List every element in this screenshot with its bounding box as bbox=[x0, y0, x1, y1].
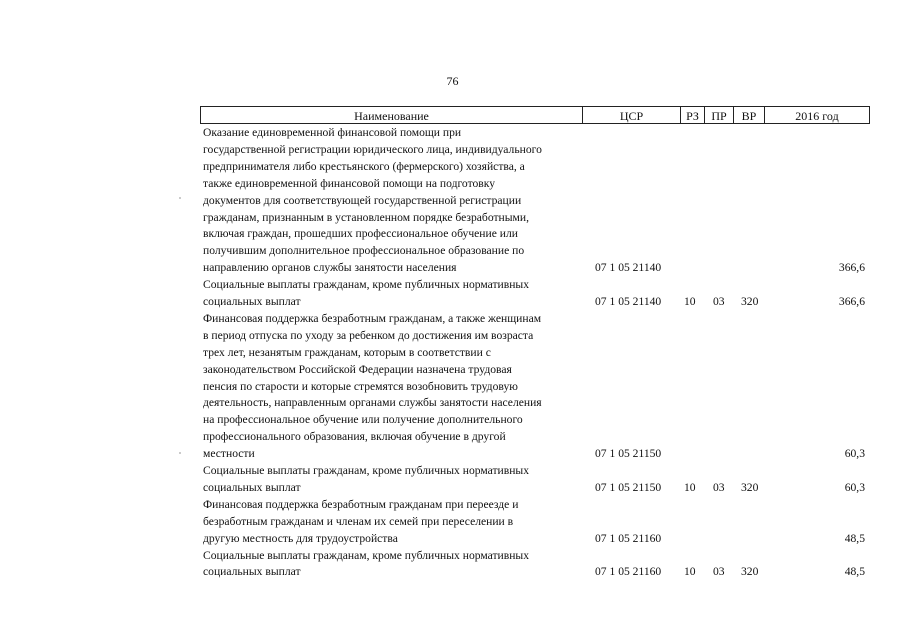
row-name-line: Социальные выплаты гражданам, кроме публичных нормативных bbox=[203, 464, 530, 477]
row-name-line: предпринимателя либо крестьянского (фермерского) хозяйства, а bbox=[203, 159, 525, 173]
row-pr: 03 bbox=[713, 480, 725, 494]
row-name-line: документов для соответствующей государственной регистрации bbox=[203, 193, 522, 207]
row-rz: 10 bbox=[684, 565, 696, 579]
row-csr: 07 1 05 21150 bbox=[595, 447, 662, 461]
header-csr: ЦСР bbox=[583, 107, 681, 123]
row-csr: 07 1 05 21140 bbox=[595, 261, 662, 275]
row-name-line: социальных выплат bbox=[203, 565, 301, 579]
scan-speck bbox=[179, 452, 181, 454]
row-csr: 07 1 05 21150 bbox=[595, 480, 662, 494]
row-name-line: получившим дополнительное профессиональное образование по bbox=[203, 244, 525, 258]
row-name-line: также единовременной финансовой помощи на подготовку bbox=[203, 176, 496, 190]
row-name-line: на профессиональное обучение или получение дополнительного bbox=[203, 413, 523, 427]
row-name-line: направлению органов службы занятости населения bbox=[203, 261, 457, 275]
row-name-line: социальных выплат bbox=[203, 480, 301, 494]
row-name-line: другую местность для трудоустройства bbox=[203, 531, 398, 545]
row-name-line: Финансовая поддержка безработным гражданам при переезде и bbox=[203, 497, 519, 511]
row-name-line: пенсия по старости и которые стремятся возобновить трудовую bbox=[203, 379, 518, 393]
row-name bbox=[203, 311, 583, 463]
row-name-line: трех лет, незанятым гражданам, которым в соответствии с bbox=[203, 345, 491, 359]
row-vr: 320 bbox=[741, 565, 759, 579]
row-vr: 320 bbox=[741, 294, 759, 308]
row-name-line: государственной регистрации юридического лица, индивидуального bbox=[203, 142, 542, 156]
row-name-line: гражданам, признанным в установленном порядке безработными, bbox=[203, 210, 529, 224]
row-name-line: Финансовая поддержка безработным гражданам, а также женщинам bbox=[203, 311, 542, 325]
header-name: Наименование bbox=[201, 107, 583, 123]
row-amount: 366,6 bbox=[838, 261, 865, 275]
row-pr: 03 bbox=[713, 294, 725, 308]
row-amount: 60,3 bbox=[844, 480, 865, 494]
header-rz: РЗ bbox=[681, 107, 705, 123]
row-name-line: Оказание единовременной финансовой помощи при bbox=[203, 126, 462, 139]
row-amount: 60,3 bbox=[844, 447, 865, 461]
row-name-line: Социальные выплаты гражданам, кроме публичных нормативных bbox=[203, 278, 530, 292]
row-name-line: социальных выплат bbox=[203, 295, 301, 308]
row-name-line: профессионального образования, включая обучение в другой bbox=[203, 430, 506, 444]
row-name-line: законодательством Российской Федерации назначена трудовая bbox=[203, 362, 512, 376]
row-csr: 07 1 05 21160 bbox=[595, 531, 662, 545]
row-rz: 10 bbox=[684, 480, 696, 494]
row-csr: 07 1 05 21160 bbox=[595, 565, 662, 579]
row-name-line: включая граждан, прошедших профессиональное обучение или bbox=[203, 227, 518, 241]
header-year: 2016 год bbox=[795, 109, 839, 123]
row-amount: 366,6 bbox=[838, 294, 865, 308]
row-amount: 48,5 bbox=[844, 531, 865, 545]
table-header bbox=[200, 106, 870, 124]
row-csr: 07 1 05 21140 bbox=[595, 294, 662, 308]
scan-speck bbox=[179, 197, 181, 199]
row-name-line: в период отпуска по уходу за ребенком до достижения им возраста bbox=[203, 328, 534, 342]
row-name bbox=[203, 125, 583, 277]
row-name-line: Социальные выплаты гражданам, кроме публичных нормативных bbox=[203, 548, 530, 562]
row-name-line: безработным гражданам и членам их семей при переселении в bbox=[203, 514, 514, 528]
header-vr: ВР bbox=[734, 107, 765, 123]
row-name-line: местности bbox=[203, 447, 255, 461]
header-pr: ПР bbox=[705, 107, 734, 123]
row-amount: 48,5 bbox=[844, 565, 865, 579]
row-pr: 03 bbox=[713, 565, 725, 579]
row-vr: 320 bbox=[741, 480, 759, 494]
row-rz: 10 bbox=[684, 294, 696, 308]
page-number: 76 bbox=[446, 74, 459, 88]
row-name-line: деятельность, направленным органами службы занятости населения bbox=[203, 396, 542, 410]
